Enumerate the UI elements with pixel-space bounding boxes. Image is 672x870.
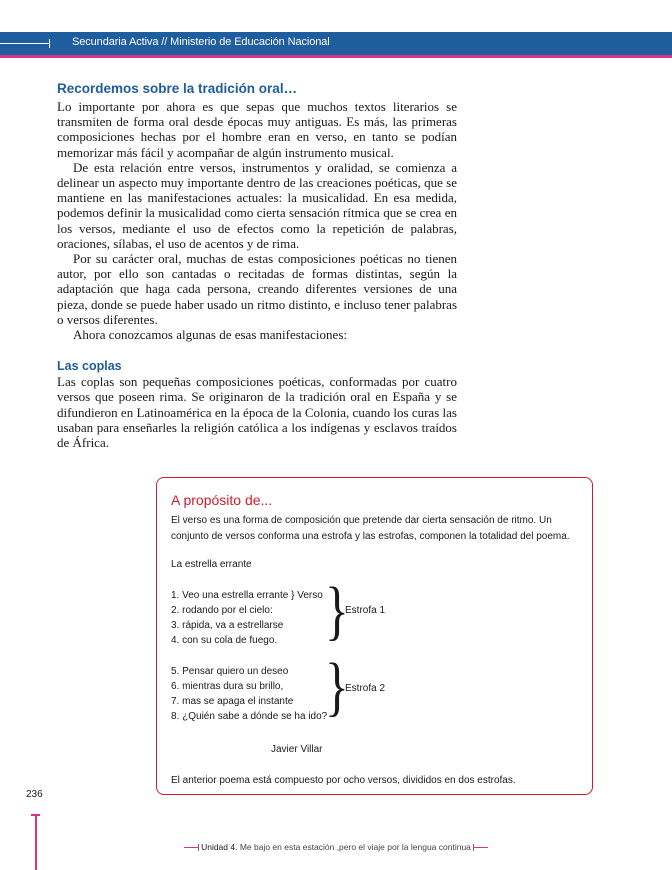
verse-line: 6. mientras dura su brillo, [171, 681, 284, 692]
brace-icon: } [324, 574, 349, 647]
footer-rule-left [184, 847, 198, 848]
brace-icon: } [324, 650, 349, 723]
footer [0, 842, 672, 852]
header-accent-stripe [0, 55, 672, 58]
verse-line: 1. Veo una estrella errante } Verso [171, 590, 323, 601]
stanza-label: Estrofa 2 [345, 683, 386, 694]
section-heading-tradicion-oral: Recordemos sobre la tradición oral… [57, 81, 298, 96]
paragraph: Las coplas son pequeñas composiciones poéticas, conformadas por cuatro versos que poseen rima. Se originaron de la tradición oral en España y se difundieron en Latinoamérica en la época de la Colonia, cuando los curas las usaban para enseñarles la religión católica a los indígenas y esclavos traídos de África. [57, 374, 457, 451]
box-conclusion: El anterior poema está compuesto por ocho versos, divididos en dos estrofas. [171, 775, 516, 786]
footer-unit-label: Unidad 4. [201, 842, 238, 852]
a-proposito-box [156, 477, 593, 795]
header-tick [49, 39, 50, 48]
verse-line: 5. Pensar quiero un deseo [171, 666, 289, 677]
verse-line: 8. ¿Quién sabe a dónde se ha ido? [171, 711, 328, 722]
page-number: 236 [26, 789, 43, 800]
stanza-label: Estrofa 1 [345, 605, 386, 616]
header-title: Secundaria Activa // Ministerio de Educación Nacional [72, 36, 330, 48]
main-content [57, 80, 457, 450]
poem-title: La estrella errante [171, 559, 252, 570]
paragraph: Ahora conozcamos algunas de esas manifestaciones: [73, 327, 347, 343]
footer-unit-text: Me bajo en esta estación ,pero el viaje por la lengua continua [237, 842, 471, 852]
paragraph: Lo importante por ahora es que sepas que muchos textos literarios se transmiten de forma oral desde épocas muy antiguas. Es más, las primeras composiciones hechas por el hombre eran en verso, en tanto se podían memorizar más fácil y acompañar de algún instrumento musical. [57, 99, 457, 160]
paragraph: De esta relación entre versos, instrumentos y oralidad, se comienza a delinear un aspecto muy importante dentro de las creaciones poéticas, que se mantiene en las manifestaciones actuales: la musicalidad. En esa medida, podemos definir la musicalidad como cierta sensación rítmica que se crea en los versos, mediante el uso de efectos como la repetición de palabras, oraciones, sílabas, el uso de acentos y de rima. [57, 159, 457, 251]
footer-rule-end [198, 844, 199, 851]
footer-rule-right [474, 847, 488, 848]
verse-line: 7. mas se apaga el instante [171, 696, 294, 707]
box-intro: El verso es una forma de composición que pretende dar cierta sensación de ritmo. Un conjunto de versos conforma una estrofa y las estrofas, componen la totalidad del poema. [171, 515, 570, 542]
paragraph: Por su carácter oral, muchas de estas composiciones poéticas no tienen autor, por ello son cantadas o recitadas de formas distintas, según la adaptación que haga cada persona, creando diferentes versiones de una pieza, donde se puede haber usado un ritmo distinto, e incluso tener palabras o versos diferentes. [57, 251, 457, 327]
poem-author: Javier Villar [271, 744, 323, 755]
verse-line: 3. rápida, va a estrellarse [171, 620, 284, 631]
verse-line: 4. con su cola de fuego. [171, 635, 278, 646]
section-heading-coplas: Las coplas [57, 359, 122, 374]
verse-line: 2. rodando por el cielo: [171, 605, 273, 616]
box-title: A propósito de... [171, 492, 273, 508]
header-rule [0, 43, 50, 44]
margin-rule-tick [31, 814, 40, 816]
